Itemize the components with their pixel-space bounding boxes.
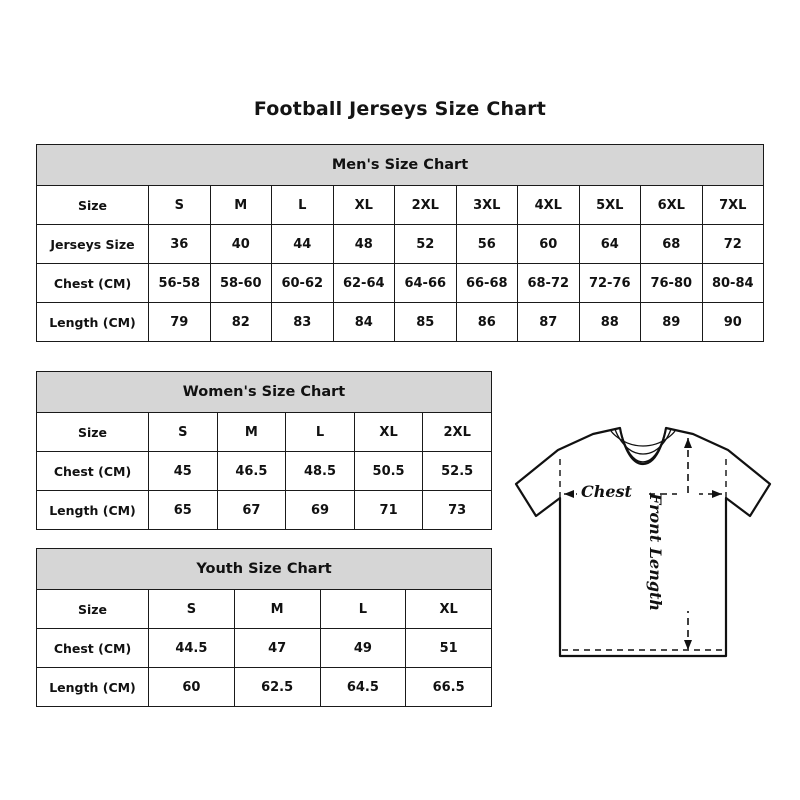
table-cell: 84: [333, 303, 395, 342]
row-label: Size: [37, 186, 149, 225]
table-cell: 87: [518, 303, 580, 342]
table-cell: 69: [286, 491, 355, 530]
table-cell: 36: [149, 225, 211, 264]
table-cell: 86: [456, 303, 518, 342]
table-cell: L: [320, 590, 406, 629]
table-header-row: [37, 549, 492, 590]
table-cell: 72: [702, 225, 764, 264]
table-cell: 79: [149, 303, 211, 342]
table-cell: 7XL: [702, 186, 764, 225]
table-cell: 2XL: [395, 186, 457, 225]
mens-size-table: [36, 144, 764, 342]
table-cell: 51: [406, 629, 492, 668]
table-row: [37, 668, 492, 707]
table-row: [37, 452, 492, 491]
table-cell: 71: [354, 491, 423, 530]
table-cell: 46.5: [217, 452, 286, 491]
table-cell: 48.5: [286, 452, 355, 491]
table-cell: 64-66: [395, 264, 457, 303]
womens-size-table: [36, 371, 492, 530]
mens-table-header: Men's Size Chart: [37, 145, 764, 186]
front-length-measure-label: Front Length: [646, 493, 665, 612]
table-cell: 50.5: [354, 452, 423, 491]
table-cell: 85: [395, 303, 457, 342]
chest-measure-label: Chest: [581, 482, 632, 501]
table-cell: 44.5: [149, 629, 235, 668]
table-cell: 76-80: [641, 264, 703, 303]
row-label: Chest (CM): [37, 629, 149, 668]
table-cell: 48: [333, 225, 395, 264]
table-cell: 6XL: [641, 186, 703, 225]
table-cell: 73: [423, 491, 492, 530]
table-cell: XL: [406, 590, 492, 629]
mens-size-chart-section: [36, 144, 764, 342]
table-cell: S: [149, 590, 235, 629]
table-row: [37, 186, 764, 225]
table-cell: 3XL: [456, 186, 518, 225]
table-cell: 45: [149, 452, 218, 491]
table-cell: 88: [579, 303, 641, 342]
table-cell: 64: [579, 225, 641, 264]
table-cell: S: [149, 186, 211, 225]
table-cell: M: [217, 413, 286, 452]
table-cell: 68: [641, 225, 703, 264]
page-title: Football Jerseys Size Chart: [253, 98, 547, 120]
table-row: [37, 629, 492, 668]
womens-size-chart-section: [36, 371, 492, 530]
tshirt-measurement-diagram: [498, 398, 788, 688]
table-header-row: [37, 372, 492, 413]
row-label: Length (CM): [37, 668, 149, 707]
table-row: [37, 225, 764, 264]
table-cell: 44: [272, 225, 334, 264]
table-header-row: [37, 145, 764, 186]
table-cell: M: [234, 590, 320, 629]
table-cell: M: [210, 186, 272, 225]
womens-table-header: Women's Size Chart: [37, 372, 492, 413]
table-row: [37, 491, 492, 530]
table-cell: S: [149, 413, 218, 452]
table-cell: 72-76: [579, 264, 641, 303]
table-cell: 66-68: [456, 264, 518, 303]
table-row: [37, 264, 764, 303]
table-cell: 60: [149, 668, 235, 707]
table-cell: 56: [456, 225, 518, 264]
table-cell: 90: [702, 303, 764, 342]
table-cell: 67: [217, 491, 286, 530]
table-cell: 52: [395, 225, 457, 264]
table-cell: L: [286, 413, 355, 452]
table-cell: 82: [210, 303, 272, 342]
table-cell: 62.5: [234, 668, 320, 707]
row-label: Length (CM): [37, 303, 149, 342]
row-label: Length (CM): [37, 491, 149, 530]
table-cell: 83: [272, 303, 334, 342]
table-row: [37, 413, 492, 452]
row-label: Size: [37, 413, 149, 452]
table-cell: 80-84: [702, 264, 764, 303]
front-length-label-mask: [677, 493, 699, 611]
table-cell: 65: [149, 491, 218, 530]
table-cell: L: [272, 186, 334, 225]
table-cell: 68-72: [518, 264, 580, 303]
table-cell: 58-60: [210, 264, 272, 303]
table-cell: 89: [641, 303, 703, 342]
table-cell: 40: [210, 225, 272, 264]
table-cell: 64.5: [320, 668, 406, 707]
table-cell: 62-64: [333, 264, 395, 303]
table-cell: 60: [518, 225, 580, 264]
youth-size-chart-section: [36, 548, 492, 707]
tshirt-icon: [498, 398, 788, 688]
youth-size-table: [36, 548, 492, 707]
table-cell: 60-62: [272, 264, 334, 303]
table-cell: 4XL: [518, 186, 580, 225]
table-row: [37, 590, 492, 629]
table-cell: 5XL: [579, 186, 641, 225]
table-cell: 49: [320, 629, 406, 668]
table-row: [37, 303, 764, 342]
table-cell: XL: [354, 413, 423, 452]
row-label: Chest (CM): [37, 452, 149, 491]
row-label: Jerseys Size: [37, 225, 149, 264]
table-cell: 66.5: [406, 668, 492, 707]
table-cell: 47: [234, 629, 320, 668]
youth-table-header: Youth Size Chart: [37, 549, 492, 590]
table-cell: 56-58: [149, 264, 211, 303]
row-label: Chest (CM): [37, 264, 149, 303]
table-cell: 2XL: [423, 413, 492, 452]
table-cell: 52.5: [423, 452, 492, 491]
table-cell: XL: [333, 186, 395, 225]
row-label: Size: [37, 590, 149, 629]
